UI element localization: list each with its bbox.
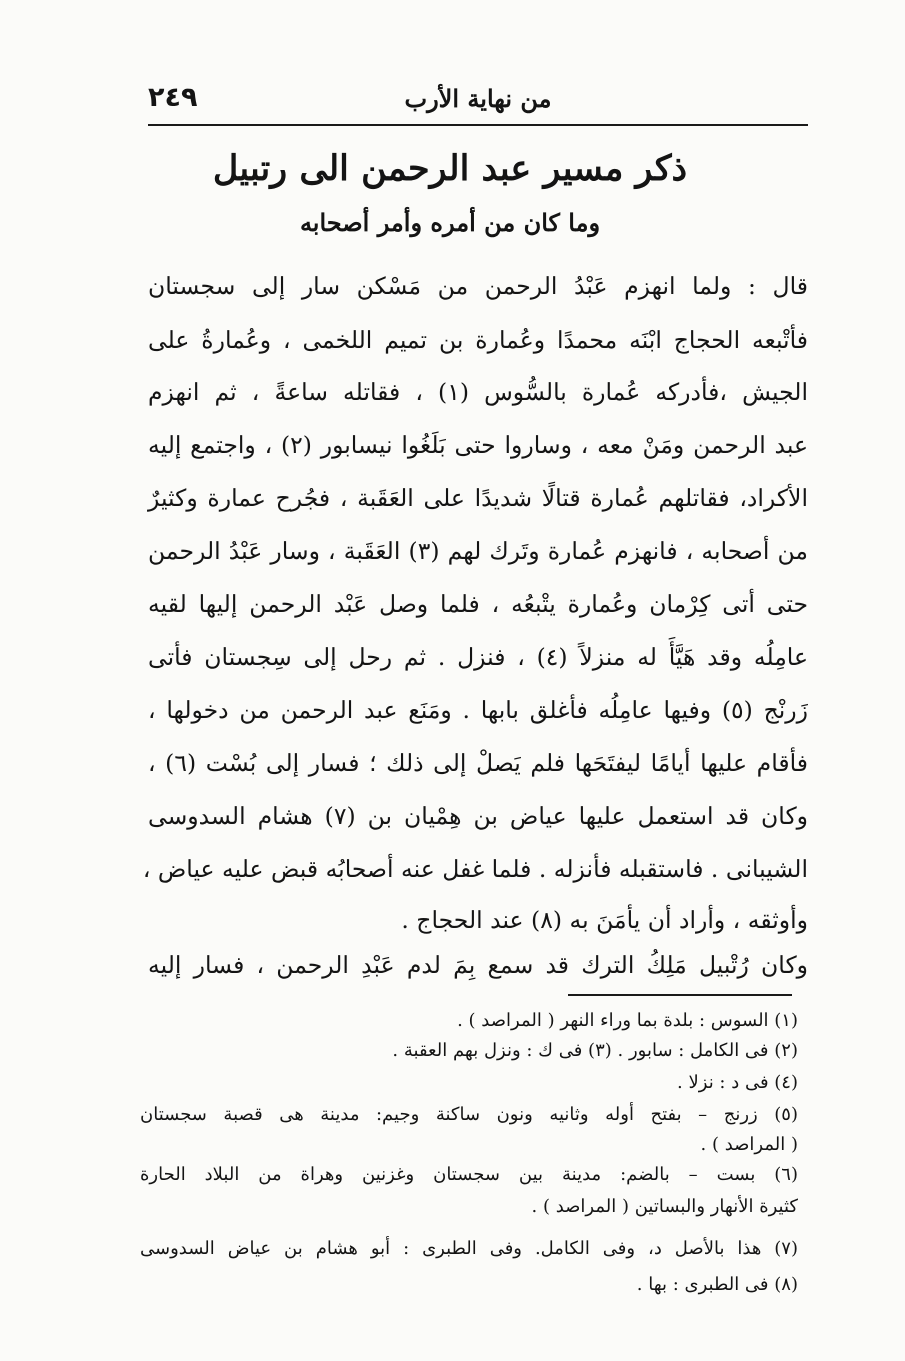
body-line: عامِلُه وقد هَيَّأَ له منزلاً (٤) ، فنزل . ثم رحل إلى سِجستان فأتى bbox=[148, 643, 808, 671]
body-line: الشيبانى . فاستقبله فأنزله . فلما غفل عنه أصحابُه قبض عليه عياض ، bbox=[142, 855, 808, 883]
footnote: (٥) زرنج – بفتح أوله وثانيه ونون ساكنة وجيم: مدينة هى قصبة سجستان bbox=[140, 1104, 798, 1125]
footnote-continuation: كثيرة الأنهار والبساتين ( المراصد ) . bbox=[531, 1196, 798, 1217]
footnote: (٦) بست – بالضم: مدينة بين سجستان وغزنين وهراة من البلاد الحارة bbox=[140, 1164, 798, 1185]
header-rule bbox=[148, 124, 808, 126]
footnote: (٨) فى الطبرى : بها . bbox=[636, 1274, 798, 1295]
body-line: فأتْبعه الحجاج ابْنَه محمدًا وعُمارة بن تميم اللخمى ، وعُمارةُ على bbox=[148, 326, 808, 354]
page-number: ٢٤٩ bbox=[148, 82, 198, 113]
body-line: وكان رُتْبيل مَلِكُ الترك قد سمع بِمَ لدم عَبْدِ الرحمن ، فسار إليه bbox=[148, 951, 808, 979]
chapter-title: ذكر مسير عبد الرحمن الى رتبيل bbox=[212, 148, 688, 189]
body-line: زَرنْج (٥) وفيها عامِلُه فأغلق بابها . ومَنَع عبد الرحمن من دخولها ، bbox=[148, 696, 809, 724]
body-line: فأقام عليها أيامًا ليفتَحَها فلم يَصلْ إلى ذلك ؛ فسار إلى بُسْت (٦) ، bbox=[148, 749, 808, 777]
footnote: (٧) هذا بالأصل د، وفى الكامل. وفى الطبرى : أبو هشام بن عياض السدوسى bbox=[140, 1238, 798, 1259]
body-line: عبد الرحمن ومَنْ معه ، وساروا حتى بَلَغُوا نيسابور (٢) ، واجتمع إليه bbox=[148, 431, 808, 459]
footnote-continuation: ( المراصد ) . bbox=[700, 1134, 798, 1155]
body-line: الجيش ،فأدركه عُمارة بالسُّوس (١) ، فقاتله ساعةً ، ثم انهزم bbox=[148, 378, 808, 406]
body-line: الأكراد، فقاتلهم عُمارة قتالًا شديدًا على العَقَبة ، فجُرح عمارة وكثيرٌ bbox=[148, 484, 808, 512]
footnote: (١) السوس : بلدة بما وراء النهر ( المراصد ) . bbox=[457, 1010, 798, 1031]
body-line: حتى أتى كِرْمان وعُمارة يتْبعُه ، فلما وصل عَبْد الرحمن إليها لقيه bbox=[148, 590, 808, 618]
body-line: من أصحابه ، فانهزم عُمارة وتَرك لهم (٣) العَقَبة ، وسار عَبْدُ الرحمن bbox=[148, 537, 808, 565]
footnote: (٢) فى الكامل : سابور . (٣) فى ك : ونزل بهم العقبة . bbox=[392, 1040, 798, 1061]
running-title: من نهاية الأرب bbox=[404, 84, 552, 113]
page-header bbox=[148, 82, 808, 122]
body-line: قال : ولما انهزم عَبْدُ الرحمن من مَسْكن سار إلى سجستان bbox=[148, 272, 808, 300]
footnote-rule bbox=[568, 994, 792, 996]
footnote: (٤) فى د : نزلا . bbox=[677, 1072, 798, 1093]
chapter-subtitle: وما كان من أمره وأمر أصحابه bbox=[299, 208, 601, 237]
body-line: وأوثقه ، وأراد أن يأمَنَ به (٨) عند الحجاج . bbox=[401, 906, 808, 934]
body-line: وكان قد استعمل عليها عياض بن هِمْيان بن (٧) هشام السدوسى bbox=[148, 802, 808, 830]
